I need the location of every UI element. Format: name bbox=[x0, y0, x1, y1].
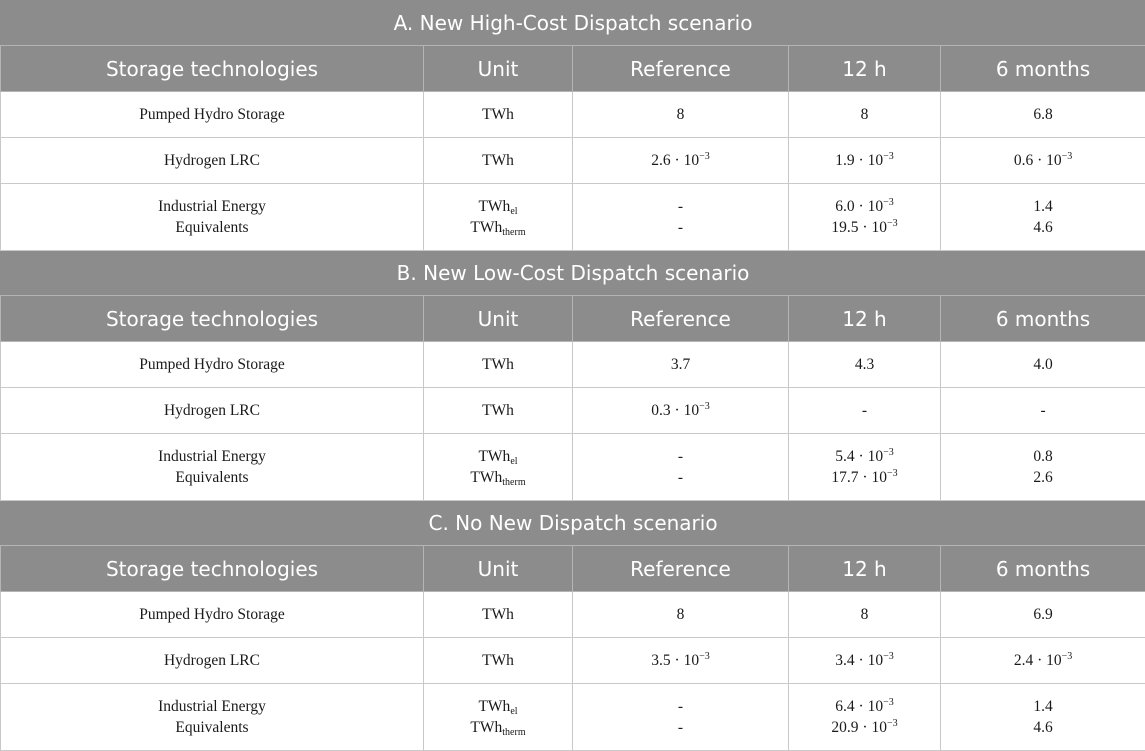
storage-name-line2: Equivalents bbox=[175, 469, 249, 486]
6months-cell: - bbox=[941, 388, 1145, 434]
value-mantissa: 1.9 bbox=[835, 151, 855, 169]
sci-base: · 10 bbox=[1037, 151, 1062, 169]
12h-cell bbox=[789, 638, 941, 684]
sci-exponent: −3 bbox=[699, 650, 710, 662]
table-row-pumped-hydro bbox=[1, 342, 1145, 388]
scenario-b-header-row bbox=[1, 296, 1145, 342]
header-12h: 12 h bbox=[789, 296, 941, 342]
value-therm: $19.5 \cdot 10^{-3}$ bbox=[831, 218, 898, 236]
sci-exponent: −3 bbox=[883, 150, 894, 162]
6months-cell bbox=[941, 684, 1145, 751]
storage-name bbox=[1, 434, 424, 501]
6months-cell bbox=[941, 638, 1145, 684]
scenario-a-title: A. New High-Cost Dispatch scenario bbox=[1, 1, 1145, 46]
6months-cell bbox=[941, 138, 1145, 184]
12h-cell bbox=[789, 684, 941, 751]
unit-cell: TWh bbox=[424, 388, 573, 434]
6months-cell: 4.0 bbox=[941, 342, 1145, 388]
value-mantissa: 2.4 bbox=[1013, 651, 1034, 669]
12h-cell: 4.3 bbox=[789, 342, 941, 388]
header-reference: Reference bbox=[573, 46, 789, 92]
sci-base: · 10 bbox=[674, 651, 700, 669]
header-6months: 6 months bbox=[941, 546, 1145, 592]
table-row-industrial bbox=[1, 684, 1145, 751]
storage-name: Pumped Hydro Storage bbox=[1, 342, 424, 388]
storage-name-line1: Industrial Energy bbox=[158, 198, 266, 215]
value-therm: - bbox=[677, 719, 684, 736]
header-storage: Storage technologies bbox=[1, 296, 424, 342]
value-mantissa: 3.4 bbox=[835, 651, 855, 669]
value-el: $6.4 \cdot 10^{-3}$ bbox=[835, 697, 894, 715]
reference-cell bbox=[573, 434, 789, 501]
storage-name: Hydrogen LRC bbox=[1, 638, 424, 684]
value-therm: 4.6 bbox=[1033, 219, 1053, 236]
sci-base: · 10 bbox=[674, 151, 700, 169]
value-therm: 2.6 bbox=[1033, 469, 1053, 486]
table-row-pumped-hydro bbox=[1, 592, 1145, 638]
header-unit: Unit bbox=[424, 546, 573, 592]
storage-name: Pumped Hydro Storage bbox=[1, 592, 424, 638]
6months-cell bbox=[941, 434, 1145, 501]
sci-exponent: −3 bbox=[1061, 650, 1073, 662]
reference-cell bbox=[573, 184, 789, 251]
sci-exponent: −3 bbox=[699, 150, 710, 162]
sci-base: · 10 bbox=[1037, 651, 1062, 669]
scenario-a-header-row bbox=[1, 46, 1145, 92]
reference-cell bbox=[573, 138, 789, 184]
value-el: - bbox=[677, 698, 684, 715]
reference-cell: 8 bbox=[573, 592, 789, 638]
value-el: - bbox=[677, 448, 684, 465]
sci-base: · 10 bbox=[858, 151, 884, 169]
value-el: $5.4 \cdot 10^{-3}$ bbox=[835, 447, 894, 465]
table-row-hydrogen bbox=[1, 388, 1145, 434]
header-storage: Storage technologies bbox=[1, 46, 424, 92]
value-therm: - bbox=[677, 219, 684, 236]
unit-el: TWh$_{el}$ bbox=[478, 448, 518, 467]
reference-cell: 8 bbox=[573, 92, 789, 138]
unit-cell bbox=[424, 184, 573, 251]
sci-exponent: −3 bbox=[1061, 150, 1073, 162]
value-el: - bbox=[677, 198, 684, 215]
unit-el: TWh$_{el}$ bbox=[478, 698, 518, 717]
sci-base: · 10 bbox=[858, 651, 884, 669]
unit-cell bbox=[424, 684, 573, 751]
6months-cell bbox=[941, 184, 1145, 251]
scenario-c-title: C. No New Dispatch scenario bbox=[1, 501, 1145, 546]
unit-cell: TWh bbox=[424, 92, 573, 138]
unit-cell bbox=[424, 434, 573, 501]
sci-base: · 10 bbox=[674, 401, 700, 419]
table-row-industrial bbox=[1, 184, 1145, 251]
storage-name-line1: Industrial Energy bbox=[158, 698, 266, 715]
storage-name-line1: Industrial Energy bbox=[158, 448, 266, 465]
header-reference: Reference bbox=[573, 546, 789, 592]
12h-cell bbox=[789, 138, 941, 184]
reference-cell bbox=[573, 388, 789, 434]
unit-therm: TWh$_{therm}$ bbox=[470, 719, 526, 738]
12h-cell: 8 bbox=[789, 92, 941, 138]
unit-cell: TWh bbox=[424, 138, 573, 184]
header-unit: Unit bbox=[424, 296, 573, 342]
sci-exponent: −3 bbox=[699, 400, 710, 412]
value-therm: $20.9 \cdot 10^{-3}$ bbox=[831, 718, 898, 736]
unit-el: TWh$_{el}$ bbox=[478, 198, 518, 217]
6months-cell: 6.9 bbox=[941, 592, 1145, 638]
value-el: 1.4 bbox=[1033, 698, 1053, 715]
storage-name: Hydrogen LRC bbox=[1, 138, 424, 184]
value-mantissa: 0.3 bbox=[651, 401, 671, 419]
12h-cell: 8 bbox=[789, 592, 941, 638]
value-mantissa: 3.5 bbox=[651, 651, 671, 669]
storage-name: Hydrogen LRC bbox=[1, 388, 424, 434]
unit-cell: TWh bbox=[424, 592, 573, 638]
12h-cell: - bbox=[789, 388, 941, 434]
table-row-pumped-hydro bbox=[1, 92, 1145, 138]
value-mantissa: 2.6 bbox=[651, 151, 671, 169]
header-6months: 6 months bbox=[941, 46, 1145, 92]
scenario-c-header-row bbox=[1, 546, 1145, 592]
header-storage: Storage technologies bbox=[1, 546, 424, 592]
storage-name bbox=[1, 184, 424, 251]
value-mantissa: 0.6 bbox=[1013, 151, 1034, 169]
value-therm: - bbox=[677, 469, 684, 486]
unit-therm: TWh$_{therm}$ bbox=[470, 219, 526, 238]
table-row-hydrogen bbox=[1, 638, 1145, 684]
value-el: $6.0 \cdot 10^{-3}$ bbox=[835, 197, 894, 215]
value-el: 1.4 bbox=[1033, 198, 1053, 215]
table-row-hydrogen bbox=[1, 138, 1145, 184]
unit-therm: TWh$_{therm}$ bbox=[470, 469, 526, 488]
scenario-c-row bbox=[1, 501, 1145, 546]
header-12h: 12 h bbox=[789, 46, 941, 92]
unit-cell: TWh bbox=[424, 342, 573, 388]
storage-name: Pumped Hydro Storage bbox=[1, 92, 424, 138]
12h-cell bbox=[789, 434, 941, 501]
header-unit: Unit bbox=[424, 46, 573, 92]
12h-cell bbox=[789, 184, 941, 251]
header-6months: 6 months bbox=[941, 296, 1145, 342]
value-therm: 4.6 bbox=[1033, 719, 1053, 736]
scenario-b-row bbox=[1, 251, 1145, 296]
scenario-b-title: B. New Low-Cost Dispatch scenario bbox=[1, 251, 1145, 296]
sci-exponent: −3 bbox=[883, 650, 894, 662]
storage-name-line2: Equivalents bbox=[175, 719, 249, 736]
6months-cell: 6.8 bbox=[941, 92, 1145, 138]
storage-name-line2: Equivalents bbox=[175, 219, 249, 236]
header-reference: Reference bbox=[573, 296, 789, 342]
reference-cell bbox=[573, 684, 789, 751]
value-therm: $17.7 \cdot 10^{-3}$ bbox=[831, 468, 898, 486]
header-12h: 12 h bbox=[789, 546, 941, 592]
reference-cell: 3.7 bbox=[573, 342, 789, 388]
unit-cell: TWh bbox=[424, 638, 573, 684]
scenario-a-row bbox=[1, 1, 1145, 46]
value-el: 0.8 bbox=[1033, 448, 1053, 465]
table-row-industrial bbox=[1, 434, 1145, 501]
storage-name bbox=[1, 684, 424, 751]
reference-cell bbox=[573, 638, 789, 684]
